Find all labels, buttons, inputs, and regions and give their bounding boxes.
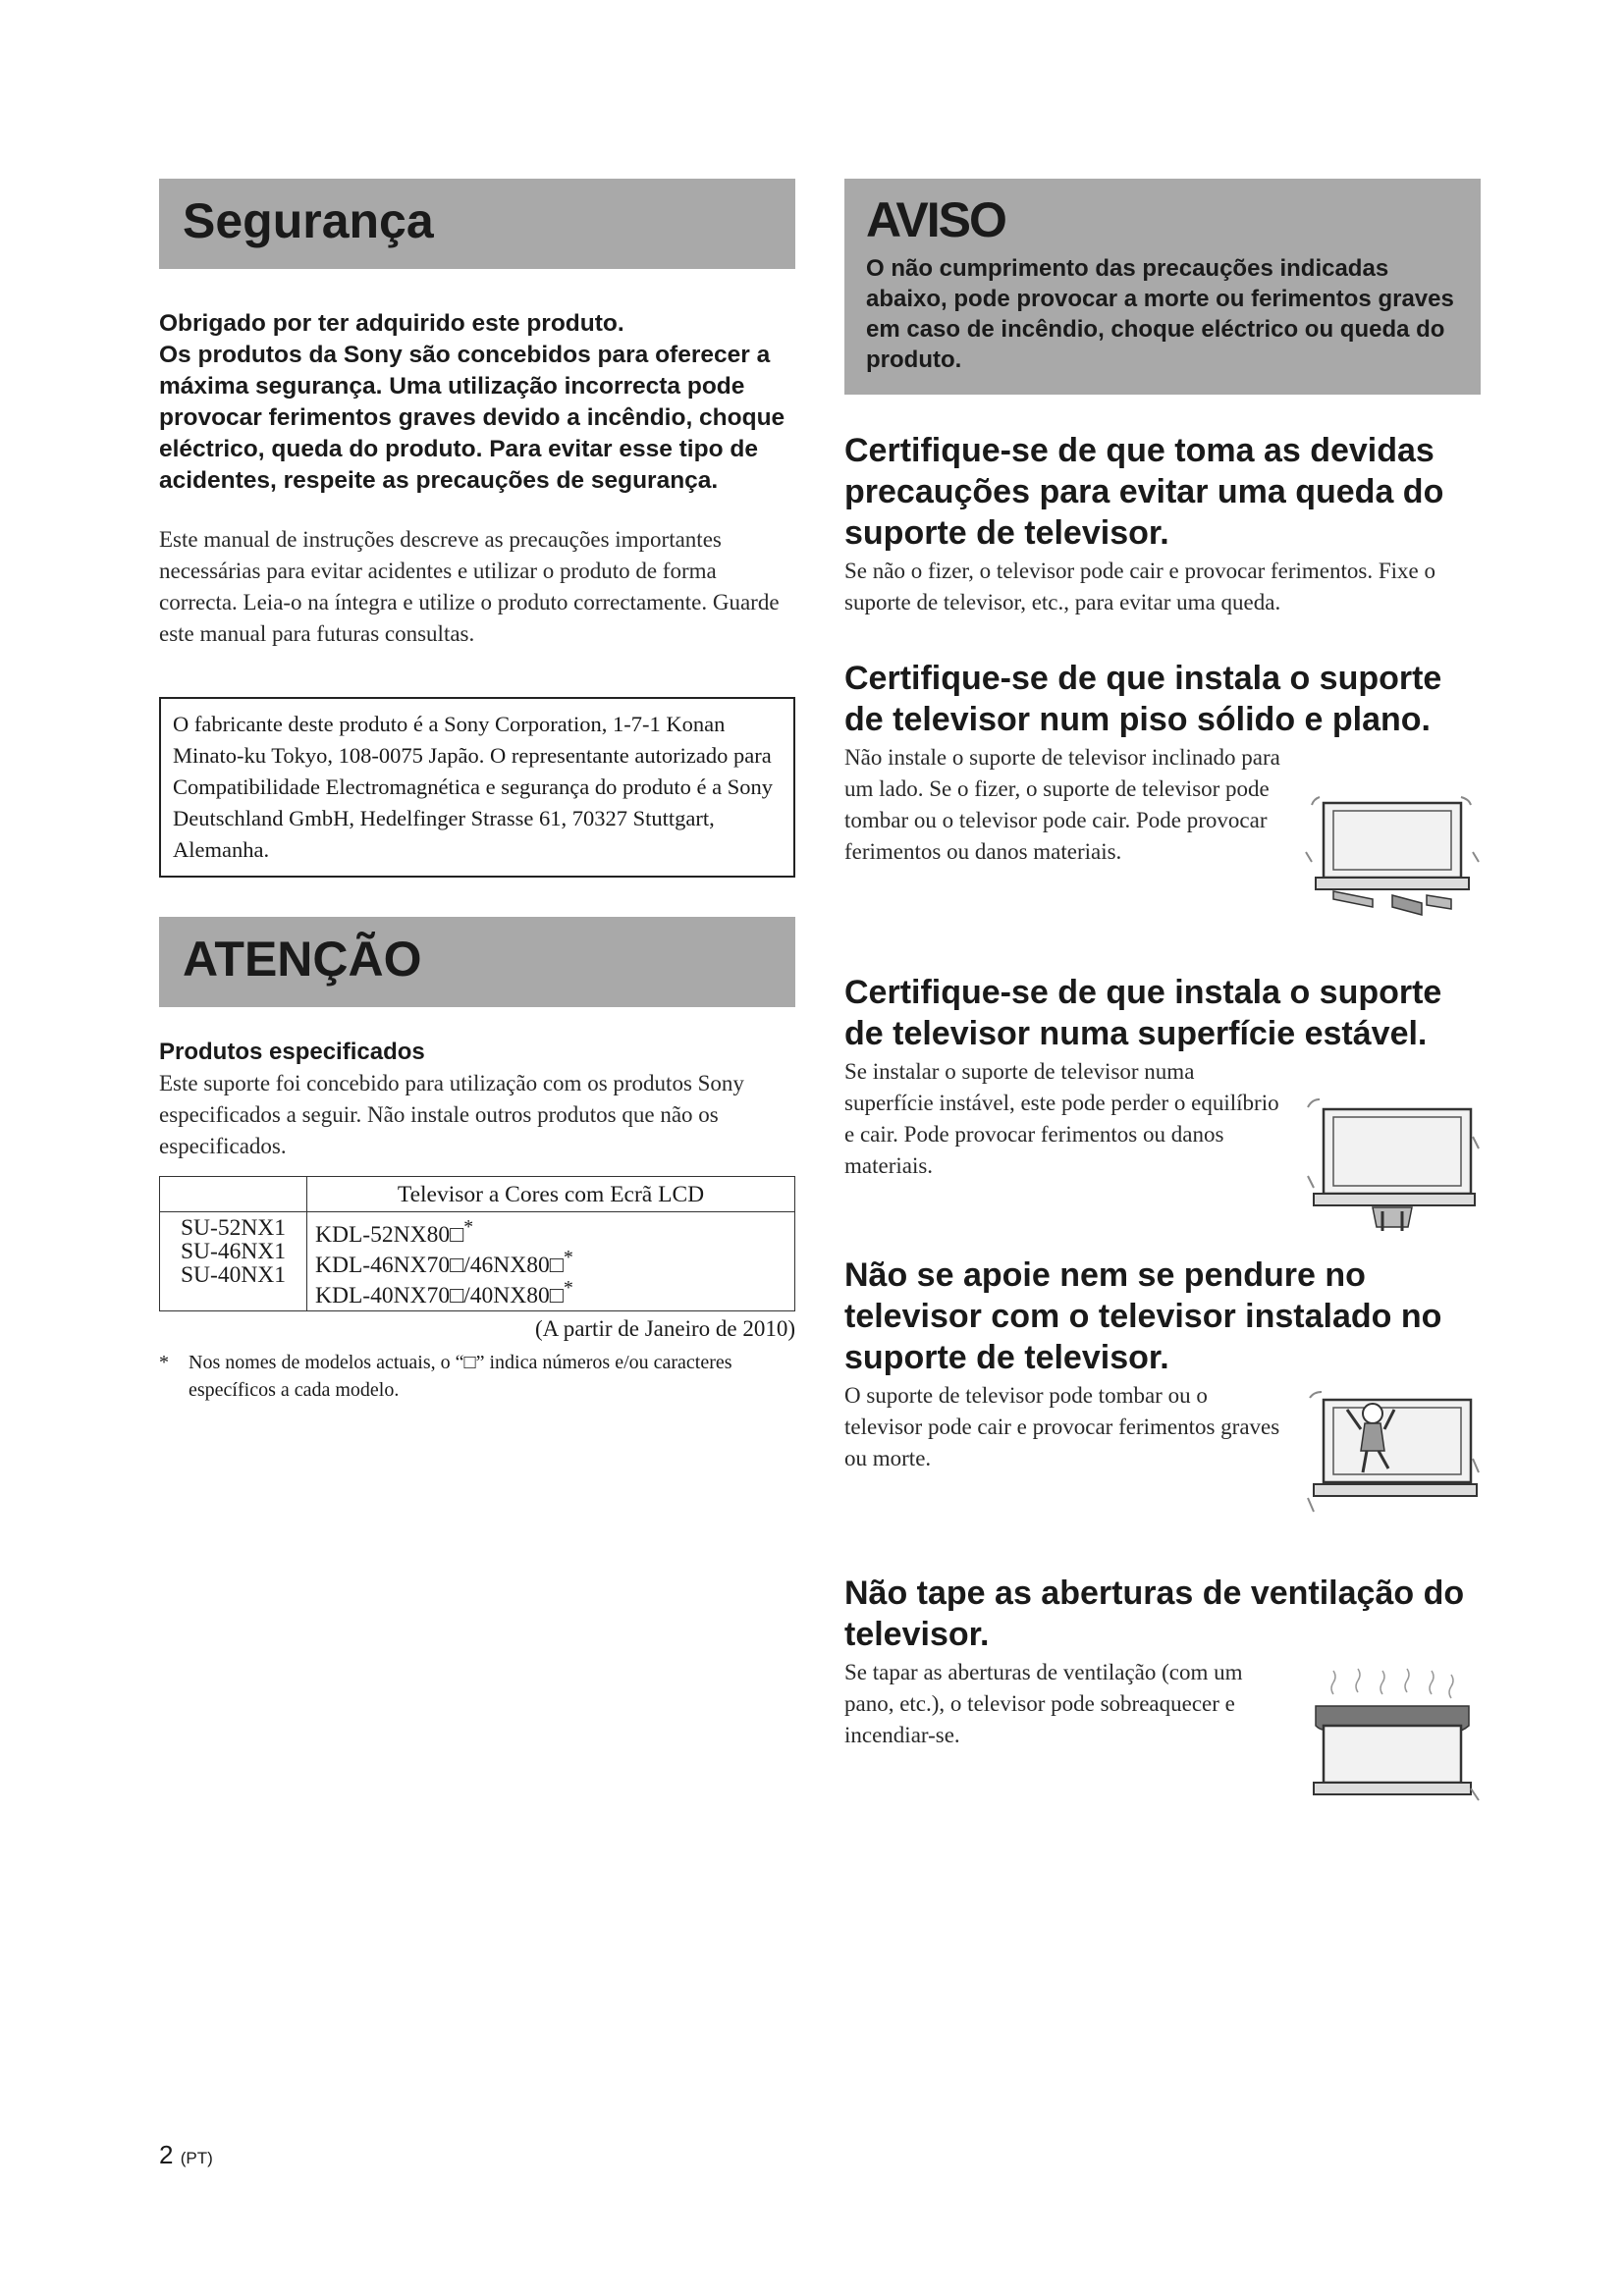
aviso-title: AVISO — [866, 192, 1005, 247]
table-date: (A partir de Janeiro de 2010) — [534, 1316, 795, 1342]
right-column — [844, 179, 1481, 1818]
tv-model-row: KDL-40NX70□/40NX80□* — [315, 1277, 573, 1308]
table-header: Televisor a Cores com Ecrã LCD — [307, 1177, 795, 1212]
section-body: O suporte de televisor pode tombar ou o televisor pode cair e provocar ferimentos graves ou morte. — [844, 1383, 1280, 1470]
intro-text: Este manual de instruções descreve as precauções importantes necessárias para evitar acidentes e utilizar o produto de forma correcta. Leia-o na íntegra e utilize o produto correctamente. Guarde este manual para futuras consultas. — [159, 527, 780, 646]
intro-bold-text: Obrigado por ter adquirido este produto. Os produtos da Sony são concebidos para oferecer a máxima segurança. Uma utilização incorrecta pode provocar ferimentos graves devido a incêndio, choque eléctrico, queda do produto. Para evitar esse tipo de acidentes, respeite as precauções de segurança. — [159, 310, 785, 494]
language-code: (PT) — [180, 2149, 213, 2167]
section-body: Se tapar as aberturas de ventilação (com um pano, etc.), o televisor pode sobreaquecer e incendiar-se. — [844, 1660, 1243, 1747]
produtos-text: Este suporte foi concebido para utilização com os produtos Sony especificados a seguir. Não instale outros produtos que não os especificados. — [159, 1071, 744, 1158]
page-number-value: 2 — [159, 2140, 174, 2169]
aviso-box — [844, 179, 1481, 395]
section-ventilation — [844, 1573, 1481, 1818]
section-heading: Certifique-se de que toma as devidas precauções para evitar uma queda do suporte de televisor. — [844, 432, 1444, 552]
stand-models: SU-52NX1 SU-46NX1 SU-40NX1 — [160, 1212, 307, 1311]
produtos-heading: Produtos especificados — [159, 1039, 425, 1065]
section-heading: Não se apoie nem se pendure no televisor com o televisor instalado no suporte de televisor. — [844, 1256, 1442, 1376]
manufacturer-text: O fabricante deste produto é a Sony Corporation, 1-7-1 Konan Minato-ku Tokyo, 108-0075 Japão. O representante autorizado para Compatibilidade Electromagnética e segurança do produto é a Sony Deutschland GmbH, Hedelfinger Strasse 61, 70327 Stuttgart, Alemanha. — [173, 712, 774, 862]
section-heading: Não tape as aberturas de ventilação do televisor. — [844, 1575, 1465, 1653]
tv-model-row: KDL-52NX80□* — [315, 1217, 474, 1248]
section-heading: Certifique-se de que instala o suporte de televisor numa superfície estável. — [844, 974, 1442, 1052]
page-number — [159, 2140, 213, 2170]
table-header-row — [160, 1177, 795, 1212]
footnote-text: Nos nomes de modelos actuais, o “□” indica números e/ou caracteres específicos a cada modelo. — [189, 1352, 732, 1402]
manufacturer-box — [159, 697, 795, 878]
tv-model-row: KDL-46NX70□/46NX80□* — [315, 1247, 573, 1278]
unstable-tv-illustration — [1304, 1097, 1481, 1235]
footnote — [159, 1349, 795, 1404]
aviso-text: O não cumprimento das precauções indicadas abaixo, pode provocar a morte ou ferimentos graves em caso de incêndio, choque eléctrico ou queda do produto. — [866, 255, 1454, 373]
tv-models — [307, 1212, 795, 1311]
leaning-child-illustration — [1304, 1390, 1481, 1527]
section-fall-prevention — [844, 430, 1481, 618]
left-column — [159, 179, 795, 1404]
section-body: Se instalar o suporte de televisor numa superfície instável, este pode perder o equilíbrio e cair. Pode provocar ferimentos ou danos materiais. — [844, 1059, 1279, 1178]
table-row — [160, 1212, 795, 1311]
section-heading: Certifique-se de que instala o suporte de televisor num piso sólido e plano. — [844, 660, 1442, 738]
section-body: Não instale o suporte de televisor inclinado para um lado. Se o fizer, o suporte de televisor pode tombar ou o televisor pode cair. Pode provocar ferimentos ou danos materiais. — [844, 745, 1280, 864]
section-no-leaning — [844, 1255, 1481, 1539]
tilted-tv-illustration — [1304, 793, 1481, 921]
seguranca-title: Segurança — [159, 179, 795, 269]
section-body: Se não o fizer, o televisor pode cair e provocar ferimentos. Fixe o suporte de televisor, etc., para evitar uma queda. — [844, 559, 1435, 614]
table-header-empty — [160, 1177, 307, 1212]
footnote-star: * — [159, 1352, 169, 1374]
section-stable-surface — [844, 972, 1481, 1247]
atencao-title: ATENÇÃO — [159, 917, 795, 1007]
models-table — [159, 1176, 795, 1311]
section-solid-floor — [844, 658, 1481, 952]
covered-tv-illustration — [1304, 1663, 1481, 1810]
